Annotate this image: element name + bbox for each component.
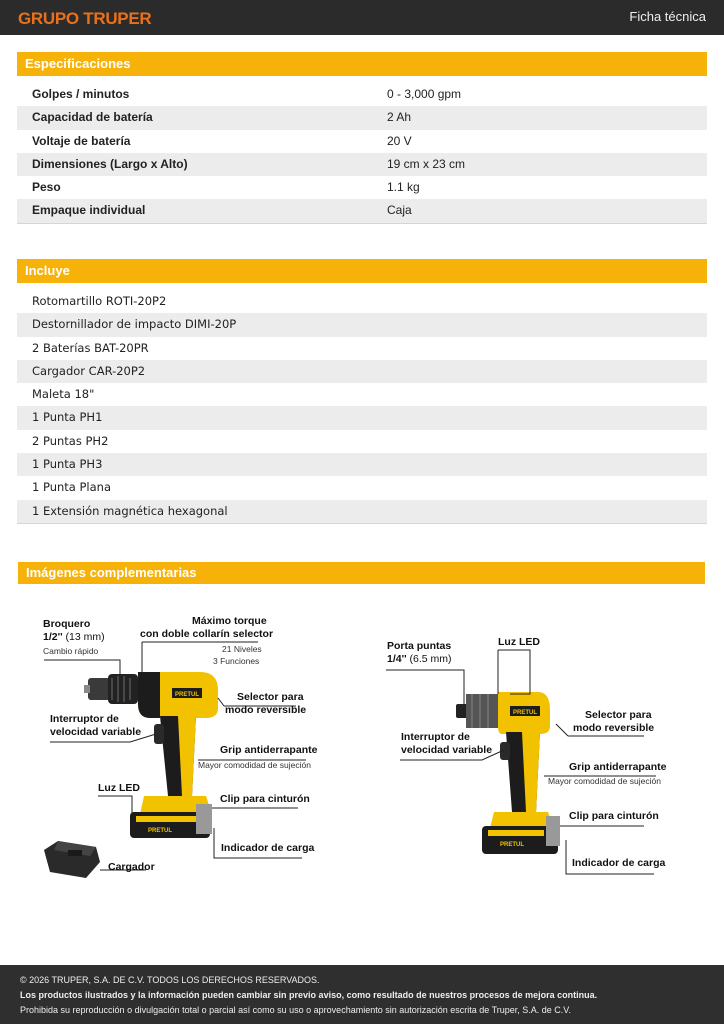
- list-item: 1 Punta Plana: [32, 480, 112, 495]
- impact-driver-body: [456, 692, 560, 854]
- drill-label-led: Luz LED: [98, 782, 140, 794]
- spec-key: Capacidad de batería: [32, 110, 153, 125]
- impact-label-grip-sub: Mayor comodidad de sujeción: [548, 776, 661, 786]
- impact-label-indicador: Indicador de carga: [572, 857, 666, 869]
- list-item: 2 Puntas PH2: [32, 433, 109, 448]
- drill-label-selector-2: modo reversible: [225, 704, 307, 716]
- drill-label-broquero: Broquero: [43, 618, 91, 630]
- spec-value: 20 V: [387, 133, 412, 148]
- specs-table: [17, 83, 707, 224]
- list-item: 1 Punta PH1: [17, 406, 707, 429]
- spec-key: Empaque individual: [32, 203, 146, 218]
- drill-label-interruptor-1: Interruptor de: [50, 713, 119, 725]
- includes-list: [17, 290, 707, 524]
- top-bar: [0, 0, 724, 35]
- impact-label-grip: Grip antiderrapante: [569, 761, 667, 773]
- drill-label-torque-2: con doble collarín selector: [140, 628, 274, 640]
- specs-row: [17, 130, 707, 153]
- drill-label-grip: Grip antiderrapante: [220, 744, 318, 756]
- svg-text:PRETUL: PRETUL: [175, 692, 199, 698]
- impact-label-interruptor-1: Interruptor de: [401, 731, 470, 743]
- impact-label-interruptor-2: velocidad variable: [401, 744, 493, 756]
- footer-disclaimer: Los productos ilustrados y la información pueden cambiar sin previo aviso, como resultado de nuestros procesos de mejora continua.: [20, 990, 598, 1000]
- impact-label-clip: Clip para cinturón: [569, 810, 659, 822]
- list-item: 2 Baterías BAT-20PR: [32, 340, 149, 355]
- list-item: 1 Extensión magnética hexagonal: [17, 500, 707, 523]
- charger-image: [44, 841, 100, 878]
- list-item: 1 Punta PH3: [17, 453, 707, 476]
- footer: [0, 965, 724, 1024]
- specs-row: [17, 153, 707, 176]
- drill-label-torque-sub-1: 21 Niveles: [222, 644, 262, 654]
- drill-label-torque-sub-2: 3 Funciones: [213, 656, 260, 666]
- document-type-label: Ficha técnica: [629, 9, 706, 24]
- impact-label-porta-size: 1/4'' (6.5 mm): [387, 653, 452, 665]
- drill-label-broquero-sub: Cambio rápido: [43, 646, 99, 656]
- drill-label-clip: Clip para cinturón: [220, 793, 310, 805]
- impact-label-porta-1: Porta puntas: [387, 640, 452, 652]
- drill-label-grip-sub: Mayor comodidad de sujeción: [198, 760, 311, 770]
- drill-body: [130, 672, 218, 838]
- truper-logo: GRUPO TRUPER: [18, 9, 152, 28]
- spec-value: Caja: [387, 203, 412, 218]
- spec-value: 0 - 3,000 gpm: [387, 87, 462, 101]
- drill-label-selector-1: Selector para: [237, 691, 304, 703]
- spec-value: 1.1 kg: [387, 180, 420, 195]
- specs-row: [17, 199, 707, 222]
- spec-key: Golpes / minutos: [32, 87, 130, 101]
- svg-text:PRETUL: PRETUL: [148, 828, 172, 834]
- list-item: Rotomartillo ROTI-20P2: [32, 294, 167, 308]
- specs-row: [17, 176, 707, 199]
- impact-label-selector-2: modo reversible: [573, 722, 655, 734]
- impact-label-led: Luz LED: [498, 636, 540, 648]
- drill-label-broquero-size: 1/2'' (13 mm): [43, 631, 105, 643]
- list-item: Maleta 18": [32, 387, 95, 402]
- images-section-header: Imágenes complementarias: [18, 562, 705, 584]
- specs-row: [17, 106, 707, 129]
- specs-row: [17, 83, 707, 106]
- svg-text:PRETUL: PRETUL: [500, 842, 524, 848]
- footer-copyright: © 2026 TRUPER, S.A. DE C.V. TODOS LOS DERECHOS RESERVADOS.: [20, 975, 320, 985]
- spec-key: Dimensiones (Largo x Alto): [32, 156, 188, 171]
- spec-key: Peso: [32, 180, 61, 195]
- svg-text:PRETUL: PRETUL: [513, 710, 537, 716]
- footer-legal: Prohibida su reproducción o divulgación total o parcial así como su uso o aprovechamiento sin autorización escrita de Truper, S.A. de C.V.: [20, 1005, 571, 1015]
- drill-label-interruptor-2: velocidad variable: [50, 726, 142, 738]
- drill-label-cargador: Cargador: [108, 861, 155, 873]
- drill-chuck: [84, 674, 138, 704]
- list-item: Cargador CAR-20P2: [17, 360, 707, 383]
- specs-section-header: Especificaciones: [17, 52, 707, 76]
- drill-label-torque-1: Máximo torque: [192, 615, 267, 627]
- spec-key: Voltaje de batería: [32, 133, 131, 148]
- spec-value: 2 Ah: [387, 110, 412, 125]
- includes-section-header: Incluye: [17, 259, 707, 283]
- spec-value: 19 cm x 23 cm: [387, 156, 466, 171]
- impact-label-selector-1: Selector para: [585, 709, 652, 721]
- list-item: Destornillador de impacto DIMI-20P: [17, 313, 707, 336]
- drill-label-indicador: Indicador de carga: [221, 842, 315, 854]
